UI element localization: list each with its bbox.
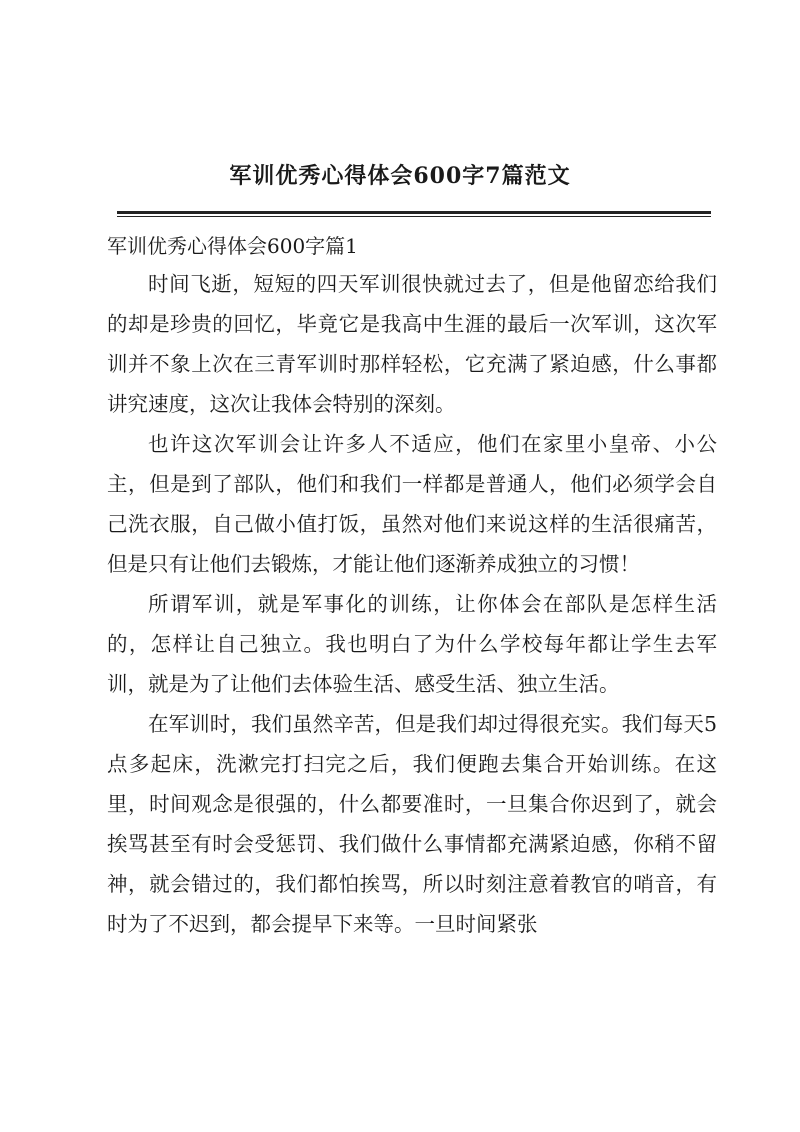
paragraph-1: 时间飞逝，短短的四天军训很快就过去了，但是他留恋给我们的却是珍贵的回忆，毕竟它是我高中生涯的最后一次军训，这次军训并不象上次在三青军训时那样轻松，它充满了紧迫感，什么事都讲究速度，这次让我体会特别的深刻。 bbox=[107, 272, 717, 416]
paragraph-2: 也许这次军训会让许多人不适应，他们在家里小皇帝、小公主，但是到了部队，他们和我们一样都是普通人，他们必须学会自己洗衣服，自己做小值打饭，虽然对他们来说这样的生活很痛苦，但是只有让他们去锻炼，才能让他们逐渐养成独立的习惯！ bbox=[107, 432, 717, 576]
section-heading: 军训优秀心得体会600字篇1 bbox=[107, 234, 358, 258]
paragraph-4: 在军训时，我们虽然辛苦，但是我们却过得很充实。我们每天5点多起床，洗漱完打扫完之后，我们便跑去集合开始训练。在这里，时间观念是很强的，什么都要准时，一旦集合你迟到了，就会挨骂甚至有时会受惩罚、我们做什么事情都充满紧迫感，你稍不留神，就会错过的，我们都怕挨骂，所以时刻注意着教官的哨音，有时为了不迟到，都会提早下来等。一旦时间紧张 bbox=[107, 712, 717, 936]
title-divider-thin bbox=[117, 216, 711, 217]
title-divider-thick bbox=[117, 211, 711, 214]
paragraph-3: 所谓军训，就是军事化的训练，让你体会在部队是怎样生活的，怎样让自己独立。我也明白了为什么学校每年都让学生去军训，就是为了让他们去体验生活、感受生活、独立生活。 bbox=[107, 592, 717, 696]
document-title: 军训优秀心得体会600字7篇范文 bbox=[229, 163, 571, 189]
document-body bbox=[107, 264, 717, 944]
